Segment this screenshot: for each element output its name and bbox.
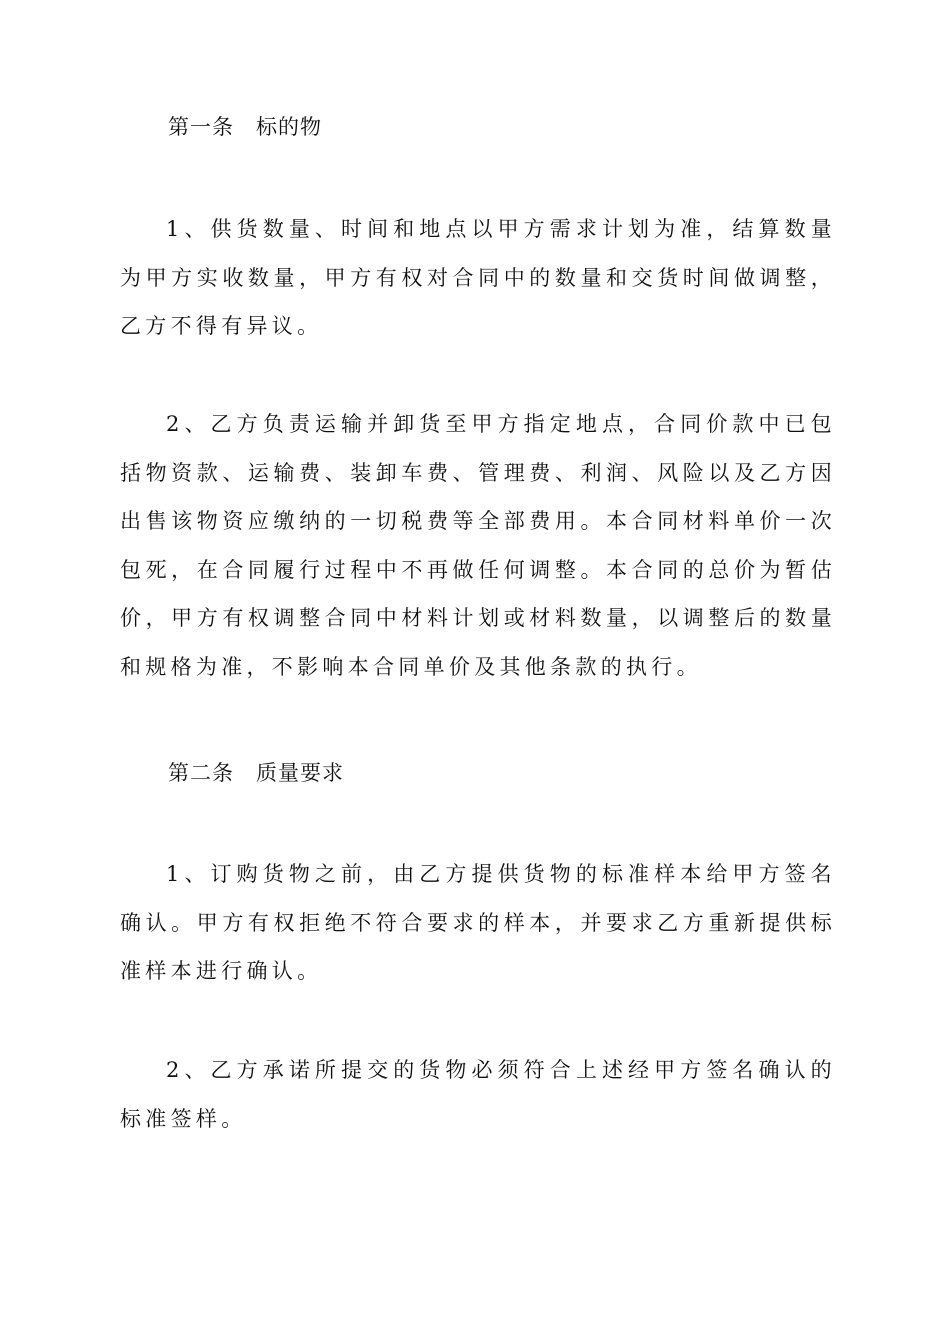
- article-2-paragraph-1: 1、订购货物之前，由乙方提供货物的标准样本给甲方签名确认。甲方有权拒绝不符合要求的样本，并要求乙方重新提供标准样本进行确认。: [120, 862, 836, 983]
- article-2-paragraph-2: 2、乙方承诺所提交的货物必须符合上述经甲方签名确认的标准签样。: [120, 1058, 836, 1131]
- article-1-paragraph-2: 2、乙方负责运输并卸货至甲方指定地点，合同价款中已包括物资款、运输费、装卸车费、管理费、利润、风险以及乙方因出售该物资应缴纳的一切税费等全部费用。本合同材料单价一次包死，在合同履行过程中不再做任何调整。本合同的总价为暂估价，甲方有权调整合同中材料计划或材料数量，以调整后的数量和规格为准，不影响本合同单价及其他条款的执行。: [120, 412, 836, 679]
- article-2-heading: 第二条 质量要求: [168, 761, 344, 785]
- article-1-heading: 第一条 标的物: [168, 115, 322, 139]
- article-1-paragraph-1: 1、供货数量、时间和地点以甲方需求计划为准，结算数量为甲方实收数量，甲方有权对合同中的数量和交货时间做调整，乙方不得有异议。: [120, 217, 836, 338]
